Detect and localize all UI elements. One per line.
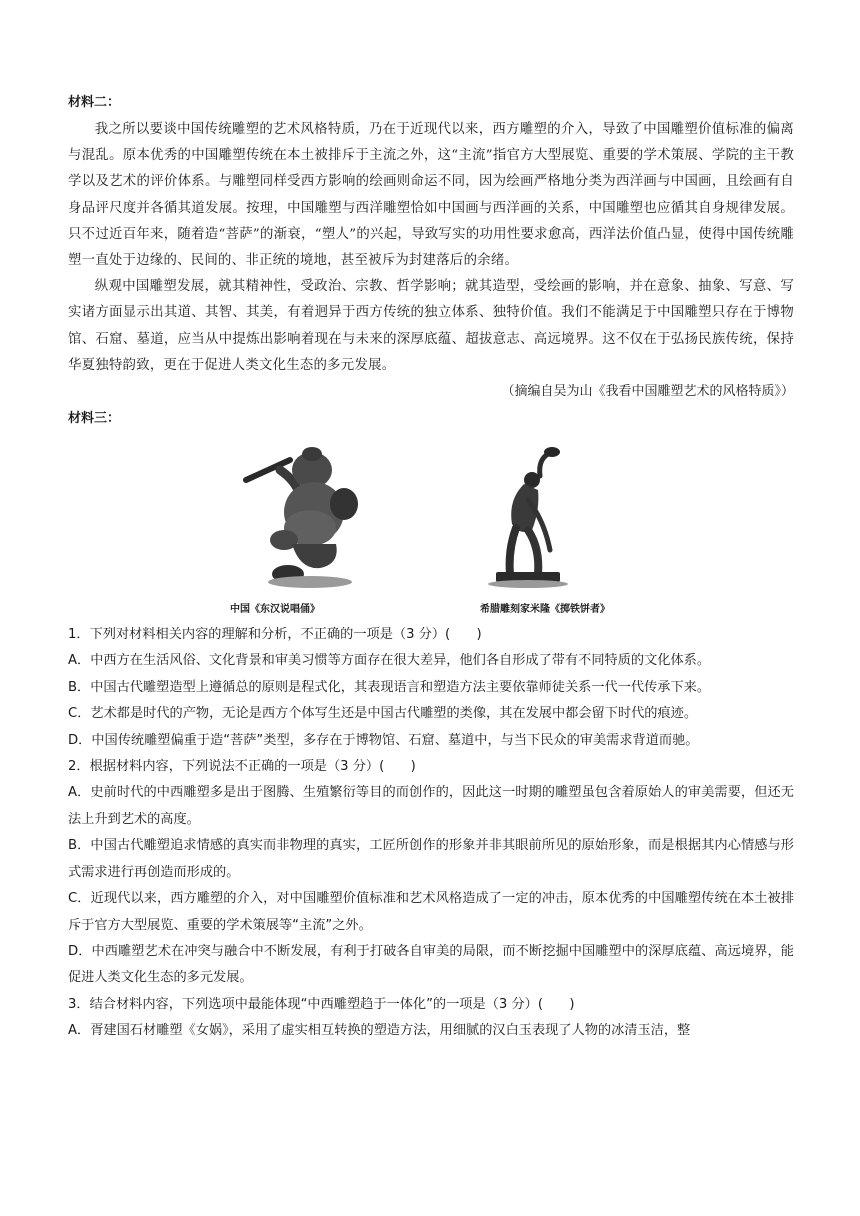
question-2-option-b: B．中国古代雕塑追求情感的真实而非物理的真实，工匠所创作的形象并非其眼前所见的原始形象，而是根据其内心情感与形式需求进行再创造而形成的。 <box>68 838 794 880</box>
question-2-stem: 2．根据材料内容，下列说法不正确的一项是（3 分）( ) <box>68 759 416 775</box>
material-two-heading: 材料二： <box>68 95 121 110</box>
caption-han-figurine: 中国《东汉说唱俑》 <box>230 604 320 616</box>
question-3-stem: 3．结合材料内容，下列选项中最能体现“中西雕塑趋于一体化”的一项是（3 分）( ) <box>68 996 575 1012</box>
question-2-option-a: A．史前时代的中西雕塑多是出于图腾、生殖繁衍等目的而创作的，因此这一时期的雕塑虽包含着原始人的审美需要，但还无法上升到艺术的高度。 <box>68 785 794 827</box>
material-three <box>68 408 794 618</box>
questions <box>68 622 794 1045</box>
question-1-option-d: D．中国传统雕塑偏重于造“菩萨”类型，多存在于博物馆、石窟、墓道中，与当下民众的审美需求背道而驰。 <box>68 732 699 748</box>
question-1-stem: 1．下列对材料相关内容的理解和分析，不正确的一项是（3 分）( ) <box>68 627 482 643</box>
question-3-option-a: A．胥建国石材雕塑《女娲》，采用了虚实相互转换的塑造方法，用细腻的汉白玉表现了人物的冰清玉洁，整 <box>68 1023 691 1039</box>
source-citation: （摘编自吴为山《我看中国雕塑艺术的风格特质》） <box>501 384 794 400</box>
question-1-option-a: A．中西方在生活风俗、文化背景和审美习惯等方面存在很大差异，他们各自形成了带有不同特质的文化体系。 <box>68 653 711 669</box>
sculpture-figures <box>68 440 794 618</box>
document-page <box>68 92 794 1045</box>
question-2-option-c: C．近现代以来，西方雕塑的介入，对中国雕塑价值标准和艺术风格造成了一定的冲击，原本优秀的中国雕塑传统在本土被排斥于官方大型展览、重要的学术策展等“主流”之外。 <box>68 891 794 933</box>
material-two-paragraph-1: 我之所以要谈中国传统雕塑的艺术风格特质，乃在于近现代以来，西方雕塑的介入，导致了中国雕塑价值标准的偏离与混乱。原本优秀的中国雕塑传统在本土被排斥于主流之外，这“主流”指官方大型展览、重要的学术策展、学院的主干教学以及艺术的评价体系。与雕塑同样受西方影响的绘画则命运不同，因为绘画严格地分类为西洋画与中国画，且绘画有自身品评尺度并各循其道发展。按理，中国雕塑与西洋雕塑恰如中国画与西洋画的关系，中国雕塑也应循其自身规律发展。只不过近百年来，随着造“菩萨”的渐衰，“塑人”的兴起，导致写实的功用性要求愈高，西洋法价值凸显，使得中国传统雕塑一直处于边缘的、民间的、非正统的境地，甚至被斥为封建落后的余绪。 <box>68 122 794 269</box>
caption-discobolus: 希腊雕刻家米隆《掷铁饼者》 <box>480 604 610 616</box>
material-two-paragraph-2: 纵观中国雕塑发展，就其精神性，受政治、宗教、哲学影响；就其造型，受绘画的影响，并在意象、抽象、写意、写实诸方面显示出其道、其智、其美，有着迥异于西方传统的独立体系、独特价值。我们不能满足于中国雕塑只存在于博物馆、石窟、墓道，应当从中提炼出影响着现在与未来的深厚底蕴、超拔意志、高远境界。这不仅在于弘扬民族传统，保持华夏独特韵致，更在于促进人类文化生态的多元发展。 <box>68 279 794 373</box>
material-three-heading: 材料三： <box>68 411 121 427</box>
discobolus-statue-image <box>468 440 618 596</box>
han-storyteller-figurine-image <box>240 440 380 596</box>
question-2-option-d: D．中西雕塑艺术在冲突与融合中不断发展，有利于打破各自审美的局限，而不断挖掘中国雕塑中的深厚底蕴、高远境界，能促进人类文化生态的多元发展。 <box>68 943 794 986</box>
question-1-option-b: B．中国古代雕塑造型上遵循总的原则是程式化，其表现语言和塑造方法主要依靠师徒关系一代一代传承下来。 <box>68 679 711 695</box>
material-two <box>68 92 794 405</box>
question-1-option-c: C．艺术都是时代的产物，无论是西方个体写生还是中国古代雕塑的类像，其在发展中都会留下时代的痕迹。 <box>68 706 698 722</box>
